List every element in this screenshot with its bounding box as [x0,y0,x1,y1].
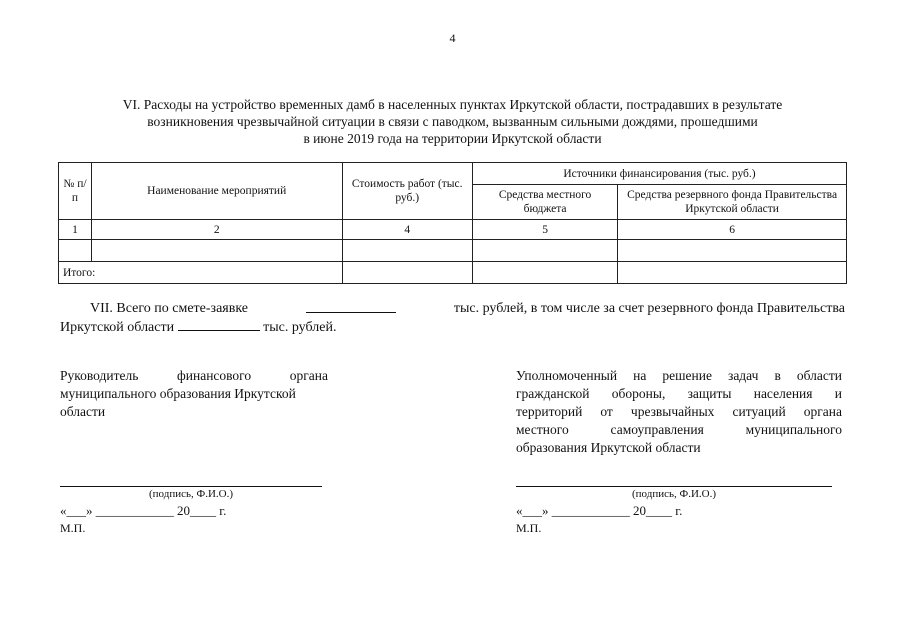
title-word: органа [803,404,842,419]
title-line: VI. Расходы на устройство временных дамб в населенных пунктах Иркутской области, пострадавших в результате [122,97,783,112]
title-word: муниципального [745,422,842,437]
left-date-line: «___» ____________ 20____ г. [60,503,227,518]
header-funding-sources: Источники финансирования (тыс. руб.) [472,163,846,185]
total-estimate-blank [306,300,396,313]
total-local-cell [472,262,617,284]
title-word: от [600,404,613,419]
right-signature-line [516,486,832,487]
title-word: финансового [177,368,252,383]
empty-cell [59,240,92,262]
index-cell: 1 [59,220,92,240]
title-word: гражданской [516,386,590,401]
empty-cell [618,240,847,262]
title-word: на [633,368,647,383]
right-stamp-label: М.П. [516,521,542,535]
reserve-fund-text: тыс. рублей, в том числе за счет резервного фонда Правительства [453,301,845,316]
title-word: местного [516,422,569,437]
header-reserve-fund: Средства резервного фонда Правительства Иркутской области [618,185,847,220]
expenses-table [58,162,847,284]
title-line: в июне 2019 года на территории Иркутской области [303,131,602,146]
header-row [59,163,847,185]
header-activity-name: Наименование мероприятий [91,163,342,220]
table-row [59,240,847,262]
title-word: области [796,368,842,383]
title-word: в [774,368,781,383]
title-word: Руководитель [60,368,139,383]
title-word: чрезвычайных [630,404,715,419]
title-word: защиты [687,386,732,401]
index-cell: 4 [342,220,472,240]
empty-cell [342,240,472,262]
header-cost: Стоимость работ (тыс. руб.) [342,163,472,220]
header-number: № п/п [59,163,92,220]
index-cell: 2 [91,220,342,240]
title-word: органа [289,368,328,383]
total-row [59,262,847,284]
page-number: 4 [449,31,456,45]
title-line: области [60,404,106,419]
left-signatory-title [60,367,328,421]
title-word: населения [753,386,813,401]
header-local-budget: Средства местного бюджета [472,185,617,220]
title-line: муниципального образования Иркутской [60,386,296,401]
section-vii [60,300,845,337]
empty-cell [472,240,617,262]
title-word: решение [662,368,712,383]
title-word: территорий [516,404,583,419]
section-vi-title [60,96,845,147]
total-cost-cell [342,262,472,284]
total-reserve-cell [618,262,847,284]
thousand-rubles-text: тыс. рублей. [263,320,337,335]
index-cell: 5 [472,220,617,240]
right-signatory-title [516,367,842,457]
title-line: возникновения чрезвычайной ситуации в связи с паводком, вызванным сильными дождями, прошедшими [147,114,758,129]
title-line: образования Иркутской области [516,440,701,455]
region-text: Иркутской области [60,320,175,335]
index-cell: 6 [618,220,847,240]
index-row [59,220,847,240]
right-date-line: «___» ____________ 20____ г. [516,503,683,518]
title-word: Уполномоченный [516,368,618,383]
title-word: ситуаций [732,404,786,419]
title-word: задач [727,368,759,383]
title-word: и [834,386,842,401]
empty-cell [91,240,342,262]
title-word: самоуправления [610,422,704,437]
left-stamp-label: М.П. [60,521,86,535]
title-word: обороны, [611,386,666,401]
right-signature-caption: (подпись, Ф.И.О.) [632,488,716,500]
total-label: Итого: [59,262,343,284]
left-signature-caption: (подпись, Ф.И.О.) [149,488,233,500]
total-estimate-label: VII. Всего по смете-заявке [90,301,248,316]
left-signature-line [60,486,322,487]
reserve-amount-blank [178,318,260,331]
